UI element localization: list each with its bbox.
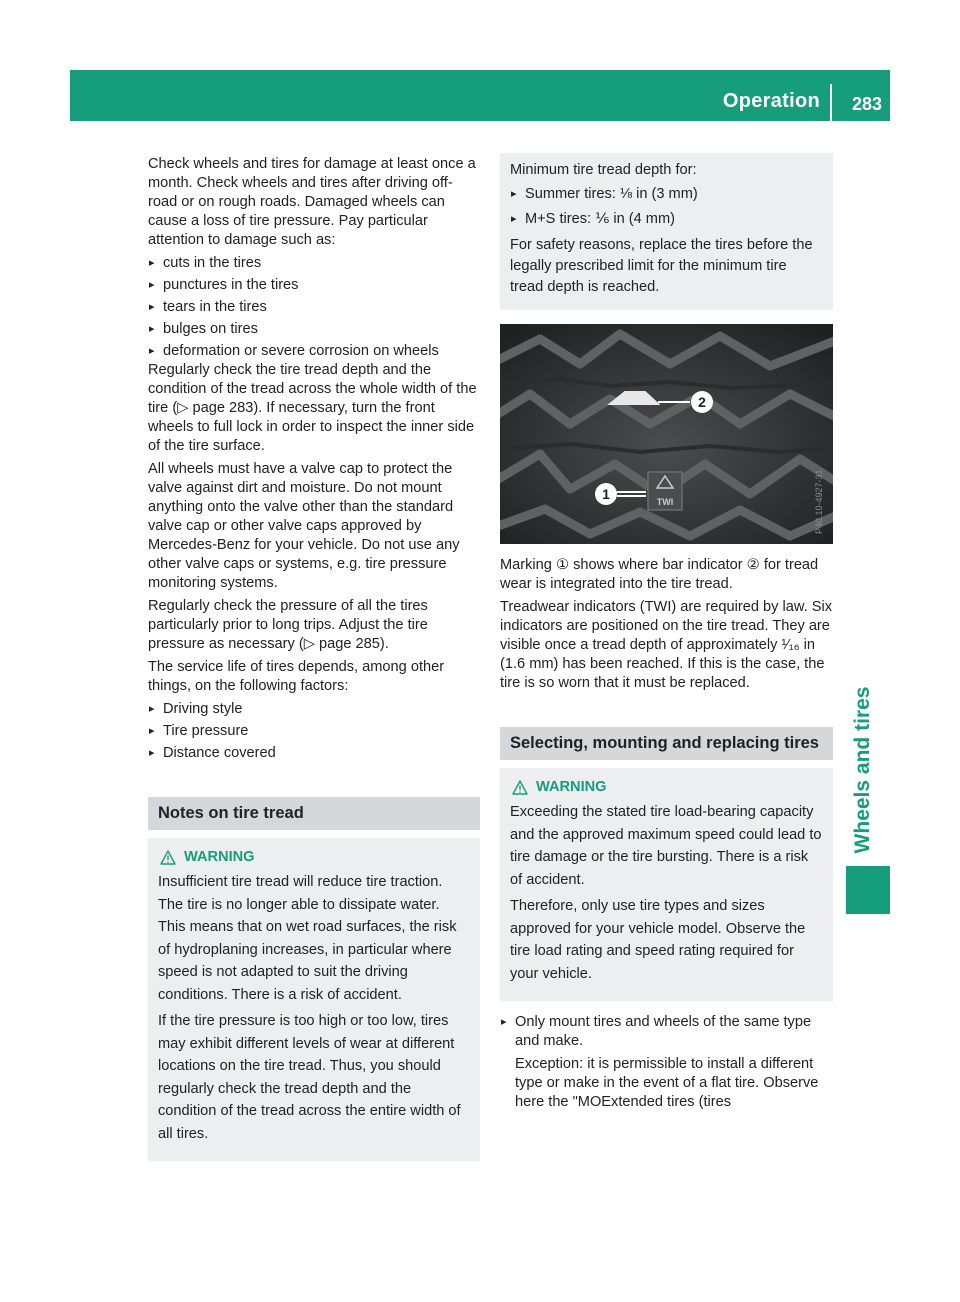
right-column — [500, 153, 833, 1112]
min-depth-box — [500, 153, 833, 310]
section-heading-tread: Notes on tire tread — [148, 797, 480, 830]
header-bar — [70, 70, 890, 121]
list-item: ▸ cuts in the tires — [148, 254, 480, 273]
min-depth-note: For safety reasons, replace the tires before the legally prescribed limit for the minimum tire tread depth is reached. — [510, 237, 813, 295]
image-label-2: 2 — [698, 394, 706, 410]
warning-heading — [158, 848, 470, 867]
warning-label: WARNING — [184, 849, 255, 865]
tire-tread-image — [500, 324, 833, 544]
marking-paragraph: Marking ① shows where bar indicator ② for tread wear is integrated into the tire tread. — [500, 557, 819, 592]
list-item: ▸ Tire pressure — [148, 722, 480, 741]
chapter-title: Operation — [722, 90, 820, 112]
warning-label: WARNING — [536, 779, 607, 795]
list-item: ▸ punctures in the tires — [148, 276, 480, 295]
warning-triangle-icon — [512, 780, 528, 795]
list-item: ▸ Summer tires: ⅛ in (3 mm) — [510, 185, 823, 204]
side-tab-label: Wheels and tires — [851, 686, 874, 854]
warning-heading — [510, 778, 823, 797]
mount-instruction: ▸ Only mount tires and wheels of the same type and make. — [515, 1014, 812, 1049]
twi-marking: TWI — [656, 497, 674, 507]
side-tab — [846, 660, 880, 880]
page-number: 283 — [851, 94, 882, 114]
min-depth-title: Minimum tire tread depth for: — [510, 162, 697, 178]
pressure-paragraph: Regularly check the pressure of all the tires particularly prior to long trips. Adjust the tire pressure as necessary (▷ page 285). — [148, 598, 428, 652]
warning-text: Exceeding the stated tire load-bearing capacity and the approved maximum speed could lead to tire damage or the tire bursting. There is a risk of accident. — [510, 804, 822, 888]
list-item: ▸ tears in the tires — [148, 298, 480, 317]
warning-box — [500, 768, 833, 1001]
list-item: ▸ M+S tires: ⅙ in (4 mm) — [510, 210, 823, 229]
image-label-1: 1 — [602, 486, 610, 502]
factor-list — [148, 700, 480, 763]
list-item: ▸ Driving style — [148, 700, 480, 719]
image-code: P40.10-4927-31 — [814, 469, 824, 534]
exception-text: Exception: it is permissible to install a different type or make in the event of a flat tire. Observe here the "MOExtended tires (tires — [515, 1056, 819, 1110]
service-life-paragraph: The service life of tires depends, among other things, on the following factors: — [148, 659, 445, 694]
list-item — [500, 1013, 833, 1112]
warning-text: If the tire pressure is too high or too low, tires may exhibit different levels of wear at different locations on the tire tread. Thus, you should regularly check the tread depth and the condition of the tread across the entire width of all tires. — [158, 1013, 461, 1142]
list-item: ▸ deformation or severe corrosion on wheels — [148, 342, 480, 361]
list-item: ▸ bulges on tires — [148, 320, 480, 339]
list-item: ▸ Distance covered — [148, 744, 480, 763]
intro-paragraph: Check wheels and tires for damage at least once a month. Check wheels and tires after driving off-road or on rough roads. Damaged wheels can cause a loss of tire pressure. Pay particular attention to damage such as: — [148, 156, 476, 248]
damage-list — [148, 254, 480, 361]
warning-text: Therefore, only use tire types and sizes approved for your vehicle model. Observe the tire load rating and speed rating required for your vehicle. — [510, 898, 806, 982]
tread-check-paragraph: Regularly check the tire tread depth and the condition of the tread across the whole width of the tire (▷ page 283). If necessary, turn the front wheels to full lock in order to inspect the inner side of the tire surface. — [148, 362, 477, 454]
valve-cap-paragraph: All wheels must have a valve cap to protect the valve against dirt and moisture. Do not mount anything onto the valve other than the standard valve cap or other valve caps approved by Mercedes-Benz for your vehicle. Do not use any other valve caps or systems, e.g. tire pressure monitoring systems. — [148, 461, 460, 591]
twi-paragraph: Treadwear indicators (TWI) are required by law. Six indicators are positioned on the tire tread. They are visible once a tread depth of approximately ¹⁄₁₆ in (1.6 mm) has been reached. If this is the case, the tire is so worn that it must be replaced. — [500, 599, 832, 691]
warning-triangle-icon — [160, 850, 176, 865]
section-heading-replace: Selecting, mounting and replacing tires — [500, 727, 833, 760]
header-divider — [830, 84, 832, 121]
warning-text: Insufficient tire tread will reduce tire traction. The tire is no longer able to dissipate water. This means that on wet road surfaces, the risk of hydroplaning increases, in particular where speed is not adapted to suit the driving conditions. There is a risk of accident. — [158, 874, 457, 1003]
left-column — [148, 155, 480, 1161]
side-tab-marker — [846, 866, 890, 914]
warning-box — [148, 838, 480, 1161]
